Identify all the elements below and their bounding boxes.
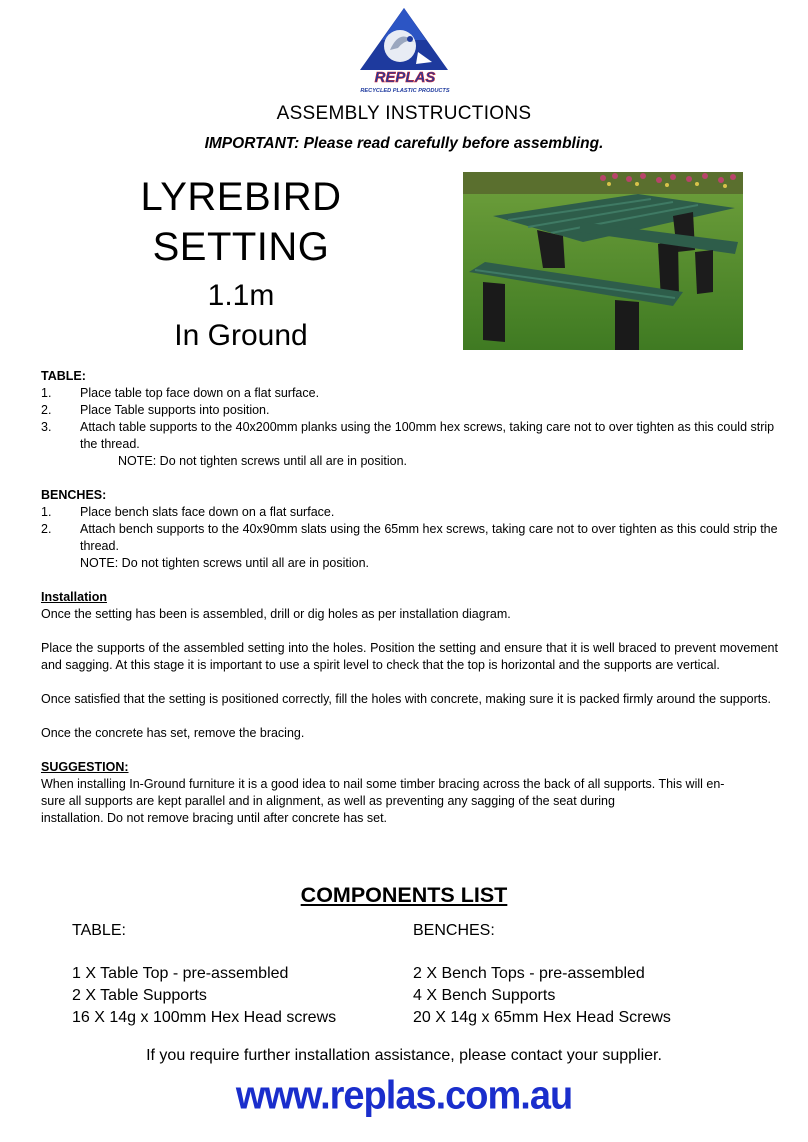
suggestion-line: When installing In-Ground furniture it is a good idea to nail some timber bracing across the back of all supports. This will en- <box>41 777 725 791</box>
product-type: In Ground <box>174 319 308 352</box>
installation-paragraph: Once satisfied that the setting is positioned correctly, fill the holes with concrete, making sure it is packed firmly around the supports. <box>41 692 771 706</box>
component-item: 2 X Table Supports <box>72 987 207 1004</box>
components-table-column <box>72 920 392 1029</box>
components-benches-column <box>413 920 733 1029</box>
suggestion-line: sure all supports are kept parallel and in alignment, as well as preventing any sagging of the seat during <box>41 794 615 808</box>
table-step <box>41 385 778 402</box>
instructions-body <box>41 368 778 827</box>
components-title: COMPONENTS LIST <box>300 883 508 907</box>
step-text: Place bench slats face down on a flat surface. <box>80 505 335 519</box>
step-number: 2. <box>41 403 52 417</box>
component-item: 1 X Table Top - pre-assembled <box>72 965 289 982</box>
benches-note: NOTE: Do not tighten screws until all are in position. <box>80 556 370 570</box>
installation-paragraph: Place the supports of the assembled setting into the holes. Position the setting and ensure that it is well braced to prevent movement and sagging. At this stage it is important to use a spirit level to check that the top is horizontal and the supports are vertical. <box>41 641 778 672</box>
step-text: Place Table supports into position. <box>80 403 270 417</box>
table-step <box>41 402 778 419</box>
important-note: IMPORTANT: Please read carefully before assembling. <box>204 135 604 152</box>
installation-paragraph: Once the setting has been is assembled, drill or dig holes as per installation diagram. <box>41 607 511 621</box>
suggestion-line: installation. Do not remove bracing until after concrete has set. <box>41 811 388 825</box>
logo-brand: REPLAS <box>374 69 436 86</box>
product-photo <box>463 172 743 350</box>
table-step <box>41 419 778 453</box>
component-item: 4 X Bench Supports <box>413 987 556 1004</box>
bench-step <box>41 521 778 555</box>
benches-heading: BENCHES: <box>41 488 107 502</box>
bench-step <box>41 504 778 521</box>
component-item: 16 X 14g x 100mm Hex Head screws <box>72 1009 337 1026</box>
components-benches-heading: BENCHES: <box>413 922 495 939</box>
table-note: NOTE: Do not tighten screws until all are in position. <box>118 454 408 468</box>
components-table-heading: TABLE: <box>72 922 126 939</box>
contact-note: If you require further installation assistance, please contact your supplier. <box>146 1047 662 1064</box>
step-text: Attach table supports to the 40x200mm planks using the 100mm hex screws, taking care not to over tighten as this could strip the thread. <box>80 420 775 451</box>
step-number: 3. <box>41 420 52 434</box>
step-number: 1. <box>41 505 52 519</box>
product-name-line2: SETTING <box>152 225 330 269</box>
component-item: 20 X 14g x 65mm Hex Head Screws <box>413 1009 671 1026</box>
table-heading: TABLE: <box>41 369 86 383</box>
step-number: 1. <box>41 386 52 400</box>
installation-paragraph: Once the concrete has set, remove the bracing. <box>41 726 305 740</box>
website-link[interactable]: www.replas.com.au <box>235 1073 573 1119</box>
product-name-line1: LYREBIRD <box>140 175 342 219</box>
component-item: 2 X Bench Tops - pre-assembled <box>413 965 645 982</box>
installation-heading: Installation <box>41 590 107 604</box>
step-number: 2. <box>41 522 52 536</box>
step-text: Place table top face down on a flat surface. <box>80 386 320 400</box>
suggestion-heading: SUGGESTION: <box>41 760 129 774</box>
product-size: 1.1m <box>207 279 275 312</box>
document-title: ASSEMBLY INSTRUCTIONS <box>276 103 532 124</box>
logo-tagline: RECYCLED PLASTIC PRODUCTS <box>360 88 450 94</box>
replas-logo <box>352 6 458 96</box>
step-text: Attach bench supports to the 40x90mm slats using the 65mm hex screws, taking care not to over tighten as this could strip the thread. <box>80 522 778 553</box>
product-title-block <box>110 172 372 356</box>
